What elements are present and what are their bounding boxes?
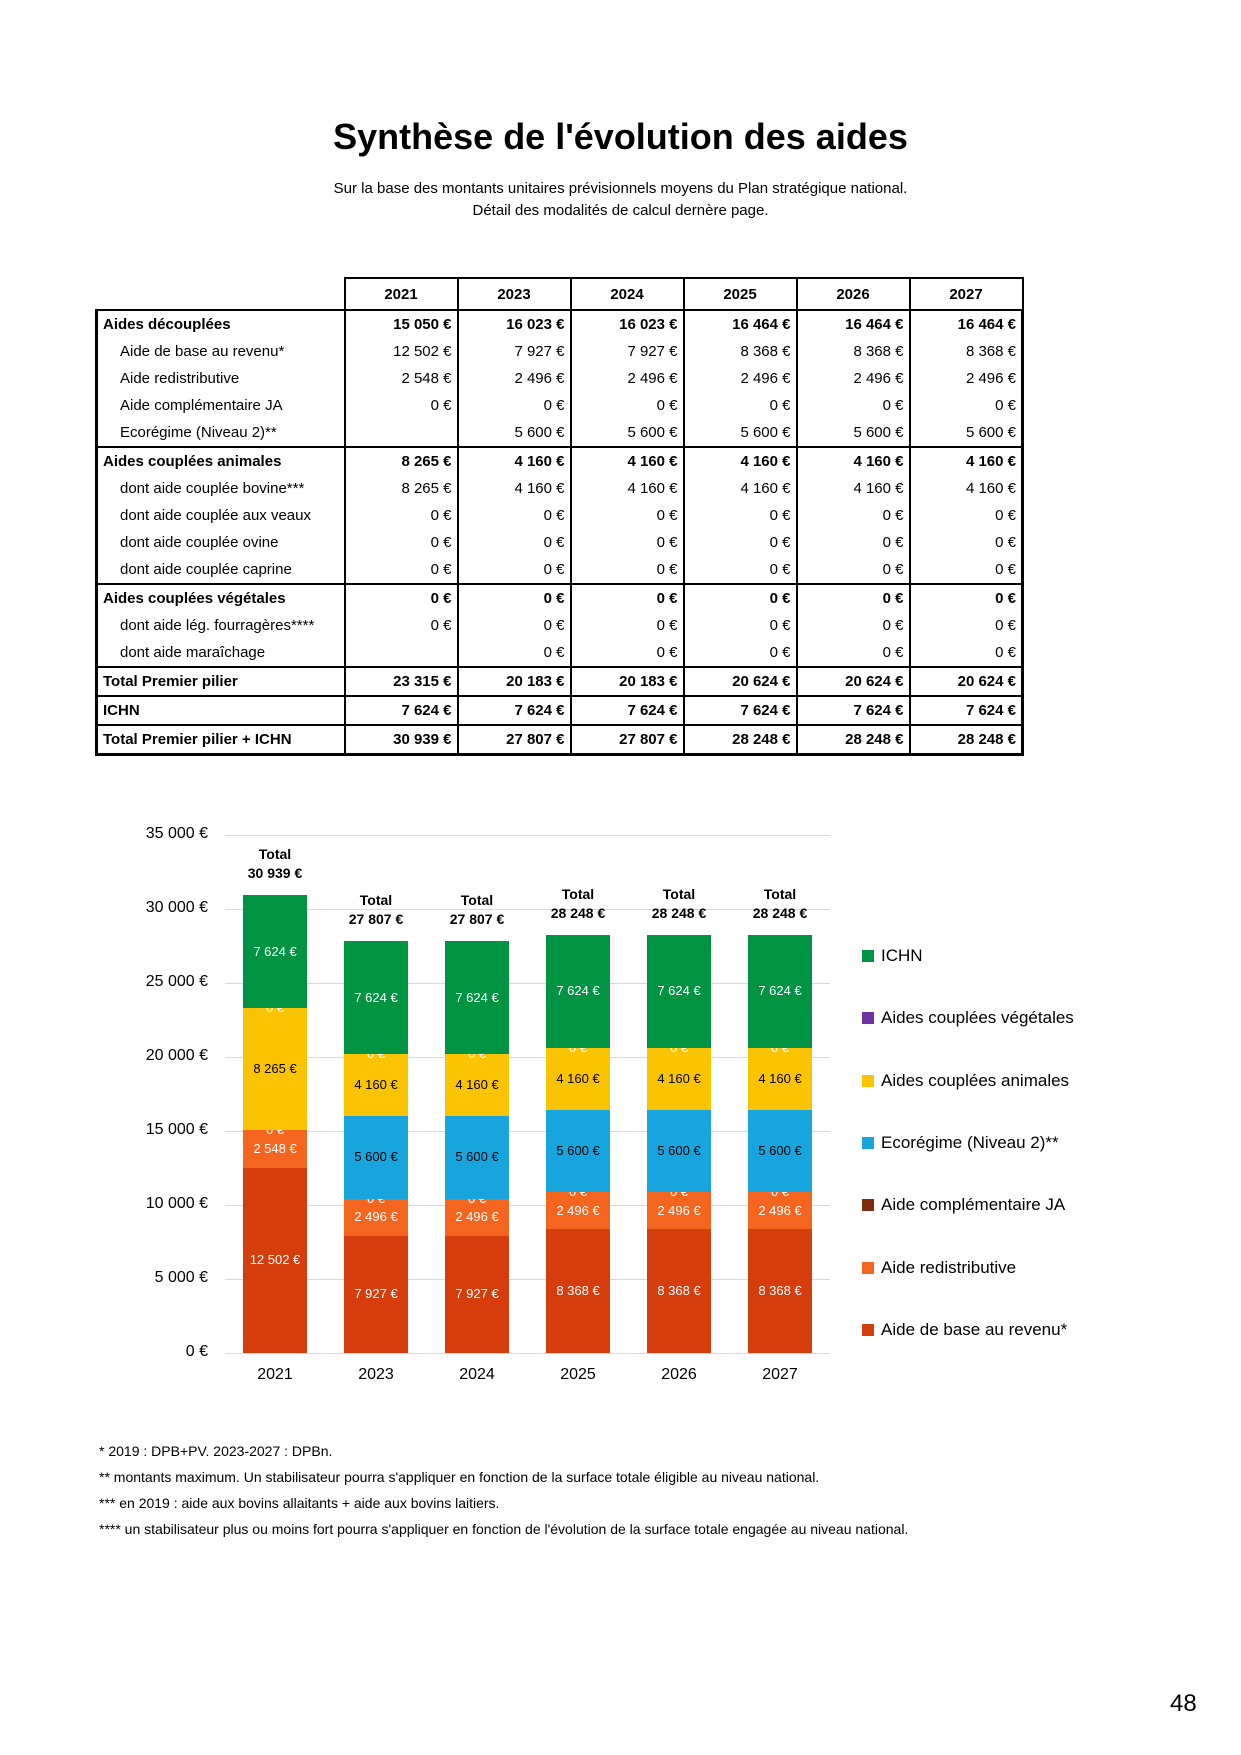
cell-value: 0 € (910, 392, 1023, 419)
row-label: dont aide couplée bovine*** (97, 475, 345, 502)
bar-segment-label: 2 496 € (455, 1209, 499, 1224)
cell-value: 7 624 € (345, 696, 458, 725)
legend-item (862, 1008, 1074, 1028)
cell-value: 0 € (458, 584, 571, 612)
bar-segment-label: 7 927 € (354, 1286, 398, 1301)
cell-value: 2 548 € (345, 365, 458, 392)
bar-segment-label: 2 548 € (253, 1141, 297, 1156)
row-label: ICHN (97, 696, 345, 725)
cell-value: 0 € (797, 529, 910, 556)
cell-value: 0 € (684, 584, 797, 612)
x-axis-category-label: 2025 (560, 1366, 596, 1383)
cell-value: 0 € (797, 556, 910, 584)
legend-swatch (862, 1262, 874, 1274)
cell-value: 8 368 € (797, 338, 910, 365)
year-column-header: 2025 (684, 278, 797, 310)
cell-value: 0 € (345, 556, 458, 584)
cell-value: 0 € (458, 392, 571, 419)
bar-segment-label: 7 624 € (253, 944, 297, 959)
footnote-4: **** un stabilisateur plus ou moins fort pourra s'appliquer en fonction de l'évolution de la surface totale engagée au niveau national. (99, 1521, 909, 1537)
cell-value: 0 € (797, 612, 910, 639)
bar-segment-label: 2 496 € (556, 1203, 600, 1218)
cell-value: 0 € (910, 529, 1023, 556)
cell-value: 0 € (571, 529, 684, 556)
cell-value: 2 496 € (458, 365, 571, 392)
x-axis-category-label: 2021 (257, 1366, 293, 1383)
y-axis-tick-label: 0 € (185, 1343, 208, 1360)
footnotes (99, 1438, 908, 1542)
cell-value: 20 183 € (458, 667, 571, 696)
row-label: Aides découplées (97, 310, 345, 338)
cell-value: 5 600 € (684, 419, 797, 447)
cell-value: 5 600 € (571, 419, 684, 447)
subtitle-line-1: Sur la base des montants unitaires prévisionnels moyens du Plan stratégique national. (333, 180, 908, 197)
legend-label: Aide de base au revenu* (881, 1320, 1068, 1339)
cell-value: 0 € (458, 502, 571, 529)
legend-item (862, 1071, 1069, 1091)
y-axis-tick-label: 10 000 € (145, 1195, 208, 1212)
page-number: 48 (1170, 1690, 1197, 1717)
legend-swatch (862, 1012, 874, 1024)
cell-value: 16 464 € (910, 310, 1023, 338)
bar-segment-label: 12 502 € (249, 1252, 301, 1267)
cell-value: 0 € (571, 584, 684, 612)
cell-value: 16 464 € (797, 310, 910, 338)
cell-value: 0 € (684, 392, 797, 419)
cell-value: 8 265 € (345, 475, 458, 502)
cell-value: 0 € (458, 556, 571, 584)
bar-segment-label: 7 624 € (354, 990, 398, 1005)
y-axis-tick-label: 20 000 € (145, 1047, 208, 1064)
legend-item (862, 946, 923, 966)
row-label: Total Premier pilier (97, 667, 345, 696)
cell-value: 28 248 € (797, 725, 910, 755)
bar-total-value: 27 807 € (449, 911, 505, 927)
cell-value: 4 160 € (684, 447, 797, 475)
legend-swatch (862, 950, 874, 962)
row-label: dont aide couplée aux veaux (97, 502, 345, 529)
cell-value: 4 160 € (571, 475, 684, 502)
cell-value: 27 807 € (458, 725, 571, 755)
y-axis-tick-label: 15 000 € (145, 1121, 208, 1138)
bar-segment-label: 5 600 € (758, 1143, 802, 1158)
x-axis-category-label: 2023 (358, 1366, 394, 1383)
cell-value: 0 € (345, 584, 458, 612)
legend-label: Aides couplées animales (881, 1071, 1070, 1090)
x-axis-category-label: 2026 (661, 1366, 697, 1383)
cell-value: 0 € (458, 639, 571, 667)
cell-value: 0 € (684, 529, 797, 556)
cell-value: 0 € (345, 392, 458, 419)
cell-value: 2 496 € (684, 365, 797, 392)
year-column-header: 2024 (571, 278, 684, 310)
legend-label: Aide complémentaire JA (881, 1195, 1066, 1214)
cell-value: 0 € (345, 529, 458, 556)
cell-value: 30 939 € (345, 725, 458, 755)
row-label: dont aide maraîchage (97, 639, 345, 667)
bar-total-value: 28 248 € (550, 905, 606, 921)
cell-value: 0 € (571, 612, 684, 639)
page-title: Synthèse de l'évolution des aides (333, 116, 908, 157)
bar-segment-label: 4 160 € (556, 1071, 600, 1086)
cell-value: 4 160 € (571, 447, 684, 475)
year-column-header: 2021 (345, 278, 458, 310)
cell-value: 0 € (458, 529, 571, 556)
cell-value: 4 160 € (684, 475, 797, 502)
cell-value: 0 € (910, 639, 1023, 667)
footnote-1: * 2019 : DPB+PV. 2023-2027 : DPBn. (99, 1443, 333, 1459)
cell-value: 0 € (458, 612, 571, 639)
cell-value: 0 € (684, 612, 797, 639)
bar-segment-label: 7 624 € (455, 990, 499, 1005)
cell-value: 0 € (684, 556, 797, 584)
footnote-2: ** montants maximum. Un stabilisateur pourra s'appliquer en fonction de la surface totale éligible au niveau national. (99, 1469, 820, 1485)
year-column-header: 2023 (458, 278, 571, 310)
cell-value: 0 € (345, 502, 458, 529)
cell-value: 0 € (797, 639, 910, 667)
bar-segment-label: 7 624 € (556, 983, 600, 998)
cell-value: 0 € (571, 392, 684, 419)
row-label: dont aide couplée caprine (97, 556, 345, 584)
gridline (225, 1353, 830, 1354)
bar-segment-label: 8 265 € (253, 1061, 297, 1076)
cell-value: 0 € (797, 392, 910, 419)
gridline (225, 1279, 830, 1280)
cell-value: 0 € (571, 556, 684, 584)
x-axis-category-label: 2024 (459, 1366, 495, 1383)
cell-value: 5 600 € (458, 419, 571, 447)
bar-segment-label: 8 368 € (556, 1283, 600, 1298)
cell-value: 15 050 € (345, 310, 458, 338)
bar-segment-label: 5 600 € (354, 1149, 398, 1164)
y-axis-tick-label: 25 000 € (145, 973, 208, 990)
bar-total-value: 28 248 € (651, 905, 707, 921)
bar-segment-label: 7 624 € (758, 983, 802, 998)
cell-value: 8 265 € (345, 447, 458, 475)
cell-value: 0 € (910, 584, 1023, 612)
row-label: Aide complémentaire JA (97, 392, 345, 419)
bar-segment-label: 2 496 € (758, 1203, 802, 1218)
cell-value: 7 624 € (910, 696, 1023, 725)
cell-value: 16 464 € (684, 310, 797, 338)
bar-total-label (210, 845, 340, 883)
legend-swatch (862, 1199, 874, 1211)
bar-total-value: 28 248 € (752, 905, 808, 921)
legend-item (862, 1320, 1067, 1340)
cell-value: 7 927 € (458, 338, 571, 365)
legend-item (862, 1133, 1059, 1153)
row-label: Ecorégime (Niveau 2)** (97, 419, 345, 447)
bar-total-label (715, 885, 845, 923)
legend-label: Aides couplées végétales (881, 1008, 1074, 1027)
cell-value: 0 € (910, 502, 1023, 529)
row-label: Aides couplées végétales (97, 584, 345, 612)
cell-value: 0 € (571, 639, 684, 667)
bar-segment-label: 5 600 € (556, 1143, 600, 1158)
cell-value: 23 315 € (345, 667, 458, 696)
cell-value: 5 600 € (797, 419, 910, 447)
bar-segment-label: 8 368 € (657, 1283, 701, 1298)
cell-value: 7 624 € (797, 696, 910, 725)
row-label: dont aide couplée ovine (97, 529, 345, 556)
cell-value: 4 160 € (797, 447, 910, 475)
cell-value: 12 502 € (345, 338, 458, 365)
legend-label: Aide redistributive (881, 1258, 1017, 1277)
row-label: Aide de base au revenu* (97, 338, 345, 365)
cell-value: 27 807 € (571, 725, 684, 755)
legend-item (862, 1258, 1016, 1278)
cell-value: 0 € (797, 584, 910, 612)
cell-value: 16 023 € (458, 310, 571, 338)
cell-value: 20 624 € (910, 667, 1023, 696)
bar-total-title: Total (662, 886, 696, 902)
legend-swatch (862, 1137, 874, 1149)
cell-value: 2 496 € (797, 365, 910, 392)
legend-item (862, 1195, 1065, 1215)
row-label: Aide redistributive (97, 365, 345, 392)
bar-segment-label: 4 160 € (657, 1071, 701, 1086)
x-axis-category-label: 2027 (762, 1366, 798, 1383)
bar-segment-label: 5 600 € (657, 1143, 701, 1158)
cell-value: 4 160 € (910, 447, 1023, 475)
cell-value: 20 624 € (684, 667, 797, 696)
cell-value: 16 023 € (571, 310, 684, 338)
bar-segment-label: 7 927 € (455, 1286, 499, 1301)
cell-value: 0 € (345, 612, 458, 639)
cell-value: 28 248 € (910, 725, 1023, 755)
cell-value: 0 € (684, 639, 797, 667)
cell-value: 0 € (797, 502, 910, 529)
cell-value: 4 160 € (910, 475, 1023, 502)
footnote-3: *** en 2019 : aide aux bovins allaitants + aide aux bovins laitiers. (99, 1495, 500, 1511)
cell-value: 2 496 € (910, 365, 1023, 392)
bar-total-title: Total (763, 886, 797, 902)
legend-swatch (862, 1075, 874, 1087)
cell-value: 20 624 € (797, 667, 910, 696)
legend-label: Ecorégime (Niveau 2)** (881, 1133, 1059, 1152)
bar-segment-label: 4 160 € (354, 1077, 398, 1092)
cell-value: 0 € (571, 502, 684, 529)
row-label: Aides couplées animales (97, 447, 345, 475)
cell-value: 0 € (910, 612, 1023, 639)
bar-total-title: Total (359, 892, 393, 908)
year-column-header: 2026 (797, 278, 910, 310)
row-label: dont aide lég. fourragères**** (97, 612, 345, 639)
cell-value: 0 € (910, 556, 1023, 584)
bar-total-value: 30 939 € (247, 865, 303, 881)
cell-value: 8 368 € (910, 338, 1023, 365)
bar-segment-label: 4 160 € (758, 1071, 802, 1086)
cell-value: 20 183 € (571, 667, 684, 696)
subtitle-line-2: Détail des modalités de calcul dernère page. (472, 202, 769, 219)
bar-total-title: Total (561, 886, 595, 902)
legend-swatch (862, 1324, 874, 1336)
bar-segment-label: 2 496 € (354, 1209, 398, 1224)
bar-total-title: Total (460, 892, 494, 908)
cell-value: 4 160 € (797, 475, 910, 502)
y-axis-tick-label: 5 000 € (154, 1269, 208, 1286)
cell-value: 7 927 € (571, 338, 684, 365)
cell-value: 4 160 € (458, 447, 571, 475)
bar-segment-label: 4 160 € (455, 1077, 499, 1092)
cell-value: 5 600 € (910, 419, 1023, 447)
cell-value: 7 624 € (684, 696, 797, 725)
bar-segment-label: 2 496 € (657, 1203, 701, 1218)
bar-total-value: 27 807 € (348, 911, 404, 927)
cell-value: 28 248 € (684, 725, 797, 755)
cell-value: 4 160 € (458, 475, 571, 502)
cell-value: 7 624 € (571, 696, 684, 725)
legend-label: ICHN (881, 946, 923, 965)
y-axis-tick-label: 30 000 € (145, 899, 208, 916)
bar-segment-label: 8 368 € (758, 1283, 802, 1298)
cell-value: 8 368 € (684, 338, 797, 365)
y-axis-tick-label: 35 000 € (145, 825, 208, 842)
bar-total-title: Total (258, 846, 292, 862)
bar-segment-label: 7 624 € (657, 983, 701, 998)
row-label: Total Premier pilier + ICHN (97, 725, 345, 755)
cell-value: 2 496 € (571, 365, 684, 392)
cell-value: 7 624 € (458, 696, 571, 725)
gridline (225, 835, 830, 836)
year-column-header: 2027 (910, 278, 1023, 310)
cell-value: 0 € (684, 502, 797, 529)
bar-segment-label: 5 600 € (455, 1149, 499, 1164)
